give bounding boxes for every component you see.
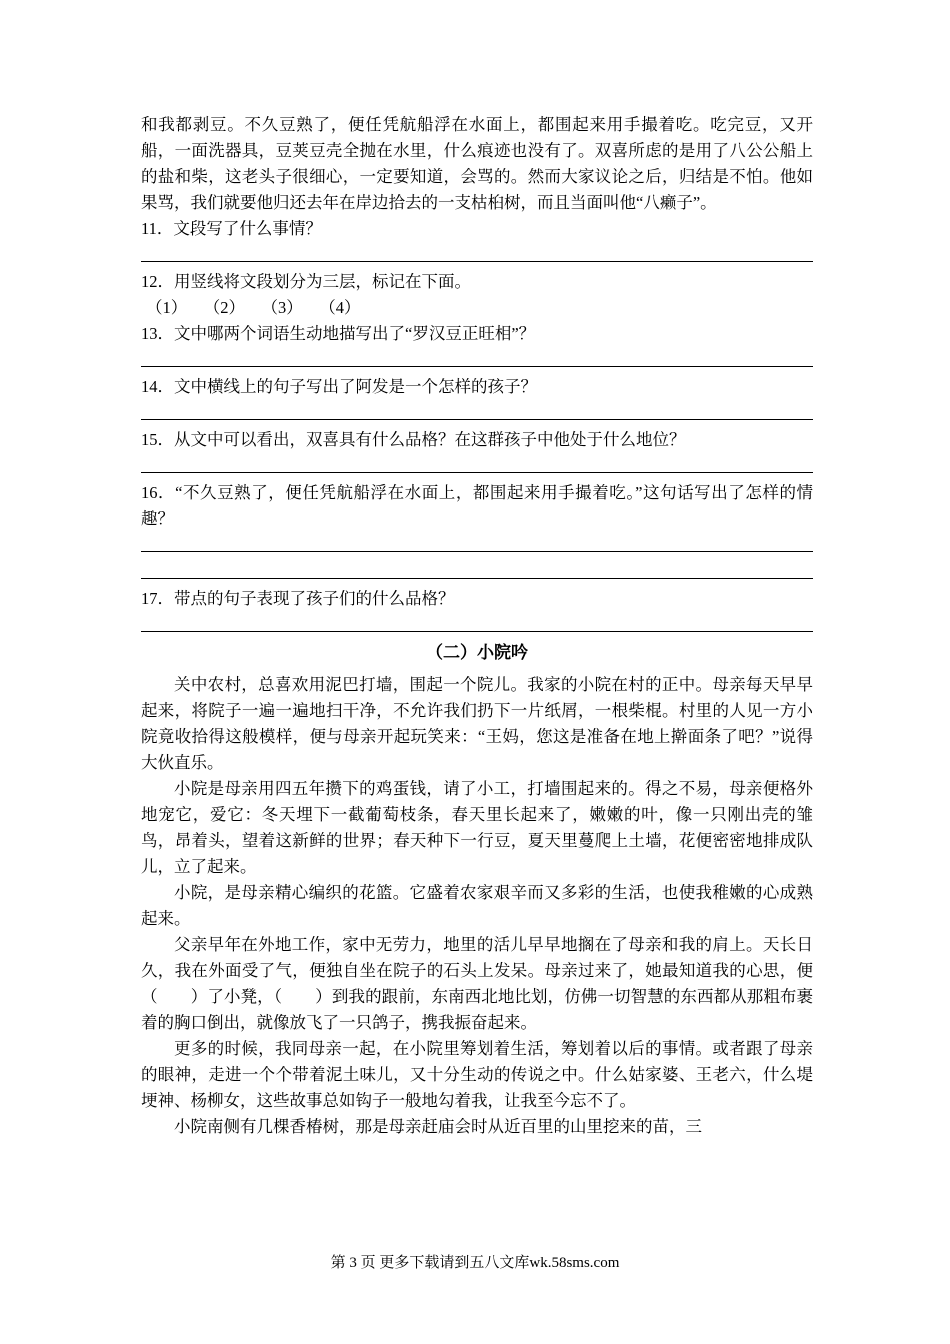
answer-line-q16-2 bbox=[141, 559, 813, 579]
answer-line-q13 bbox=[141, 347, 813, 367]
essay-paragraph-3: 小院，是母亲精心编织的花篮。它盛着农家艰辛而又多彩的生活，也使我稚嫩的心成熟起来。 bbox=[141, 883, 813, 928]
question-15: 15．从文中可以看出，双喜具有什么品格？在这群孩子中他处于什么地位？ bbox=[141, 430, 686, 449]
essay-paragraph-2: 小院是母亲用四五年攒下的鸡蛋钱，请了小工，打墙围起来的。得之不易，母亲便格外地宠它，爱它：冬天埋下一截葡萄枝条，春天里长起来了，嫩嫩的叶，像一只刚出壳的雏鸟，昂着头，望着这新鲜的世界；春天种下一行豆，夏天里蔓爬上土墙，花便密密地排成队儿，立了起来。 bbox=[141, 779, 813, 876]
question-12: 12．用竖线将文段划分为三层，标记在下面。 bbox=[141, 272, 471, 291]
question-12-blanks: （1） （2） （3） （4） bbox=[146, 298, 361, 317]
question-13: 13．文中哪两个词语生动地描写出了“罗汉豆正旺相”？ bbox=[141, 324, 536, 343]
answer-line-q16-1 bbox=[141, 532, 813, 552]
answer-line-q11 bbox=[141, 242, 813, 262]
essay-paragraph-4: 父亲早年在外地工作，家中无劳力，地里的活儿早早地搁在了母亲和我的肩上。天长日久，我在外面受了气，便独自坐在院子的石头上发呆。母亲过来了，她最知道我的心思，便（ ）了小凳，（ ）到我的跟前，东南西北地比划，仿佛一切智慧的东西都从那粗布裹着的胸口倒出，就像放飞了一只鸽子，携我振奋起来。 bbox=[141, 935, 813, 1032]
question-11: 11．文段写了什么事情？ bbox=[141, 219, 322, 238]
essay-paragraph-6: 小院南侧有几棵香椿树，那是母亲赶庙会时从近百里的山里挖来的苗，三 bbox=[174, 1117, 702, 1136]
page-footer: 第 3 页 更多下载请到五八文库wk.58sms.com bbox=[330, 1255, 620, 1271]
answer-line-q15 bbox=[141, 453, 813, 473]
answer-line-q14 bbox=[141, 400, 813, 420]
document-content bbox=[141, 112, 813, 1140]
answer-line-q17 bbox=[141, 612, 813, 632]
question-14: 14．文中横线上的句子写出了阿发是一个怎样的孩子？ bbox=[141, 377, 537, 396]
section-title: （二）小院吟 bbox=[426, 643, 528, 662]
question-16: 16．“不久豆熟了，便任凭航船浮在水面上，都围起来用手撮着吃。”这句话写出了怎样的情趣？ bbox=[141, 483, 813, 528]
question-17: 17．带点的句子表现了孩子们的什么品格？ bbox=[141, 589, 455, 608]
essay-paragraph-1: 关中农村，总喜欢用泥巴打墙，围起一个院儿。我家的小院在村的正中。母亲每天早早起来，将院子一遍一遍地扫干净，不允许我们扔下一片纸屑，一根柴棍。村里的人见一方小院竟收拾得这般模样，便与母亲开起玩笑来：“王妈，您这是准备在地上擀面条了吧？”说得大伙直乐。 bbox=[141, 675, 813, 772]
passage-continuation: 和我都剥豆。不久豆熟了，便任凭航船浮在水面上，都围起来用手撮着吃。吃完豆，又开船，一面洗器具，豆荚豆壳全抛在水里，什么痕迹也没有了。双喜所虑的是用了八公公船上的盐和柴，这老头子很细心，一定要知道，会骂的。然而大家议论之后，归结是不怕。他如果骂，我们就要他归还去年在岸边拾去的一支枯桕树，而且当面叫他“八癞子”。 bbox=[141, 115, 813, 212]
essay-paragraph-5: 更多的时候，我同母亲一起，在小院里筹划着生活，筹划着以后的事情。或者跟了母亲的眼神，走进一个个带着泥土味儿，又十分生动的传说之中。什么姑家婆、王老六，什么堤埂神、杨柳女，这些故事总如钩子一般地勾着我，让我至今忘不了。 bbox=[141, 1039, 813, 1110]
